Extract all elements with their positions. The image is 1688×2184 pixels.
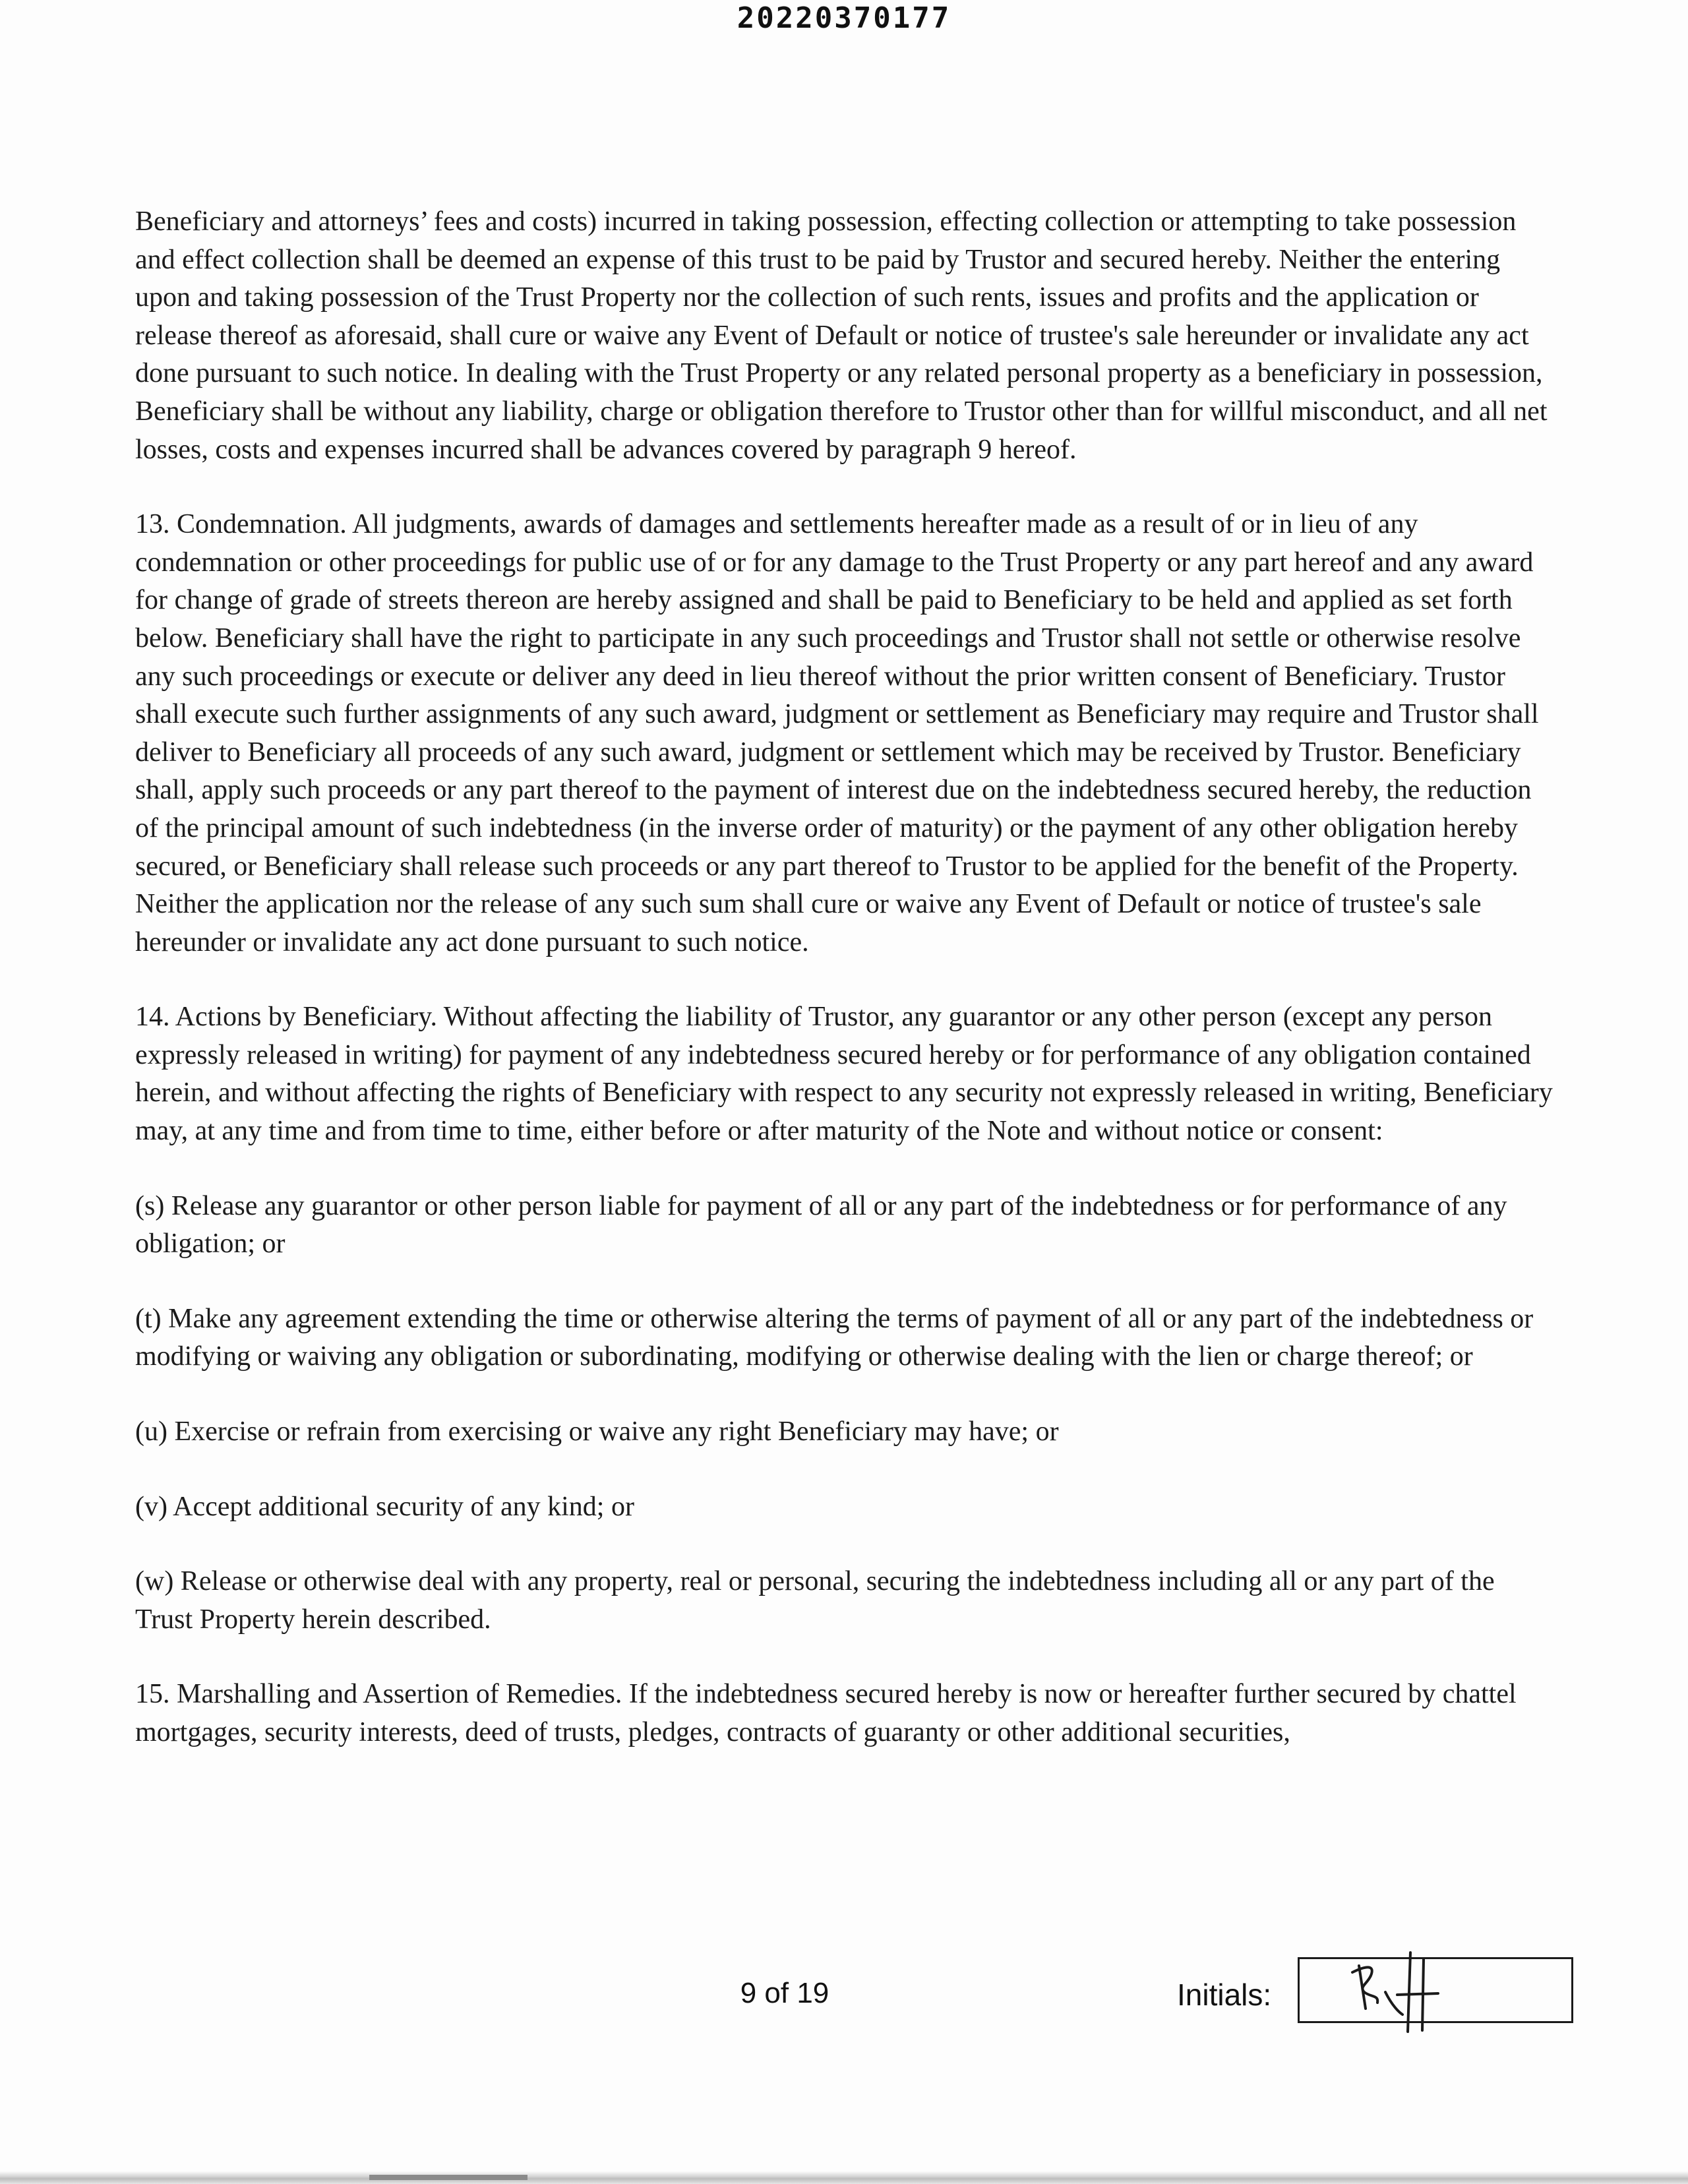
list-item-t: (t) Make any agreement extending the time or otherwise altering the terms of payment of all or any part of the indebtedness or modifying or waiving any obligation or subordinating, modifying or otherwise dealing with the lien or charge thereof; or xyxy=(135,1303,1534,1372)
initials-box xyxy=(1298,1957,1573,2023)
document-body xyxy=(135,203,1553,1789)
document-number: 20220370177 xyxy=(737,1,951,35)
scan-edge-strip xyxy=(0,2171,1688,2184)
list-item-v: (v) Accept additional security of any kind; or xyxy=(135,1491,634,1522)
list-item-u: (u) Exercise or refrain from exercising or waive any right Beneficiary may have; or xyxy=(135,1416,1059,1447)
paragraph-13-condemnation: 13. Condemnation. All judgments, awards of damages and settlements hereafter made as a result of or in lieu of any condemnation or other proceedings for public use of or for any damage to the Trust Property or any part hereof and any award for change of grade of streets thereon are hereby assigned and shall be paid to Beneficiary to be held and applied as set forth below. Beneficiary shall have the right to participate in any such proceedings and Trustor shall not settle or otherwise resolve any such proceedings or execute or deliver any deed in lieu thereof without the prior written consent of Beneficiary. Trustor shall execute such further assignments of any such award, judgment or settlement as Beneficiary may require and Trustor shall deliver to Beneficiary all proceeds of any such award, judgment or settlement which may be received by Trustor. Beneficiary shall, apply such proceeds or any part thereof to the payment of interest due on the indebtedness secured hereby, the reduction of the principal amount of such indebtedness (in the inverse order of maturity) or the payment of any other obligation hereby secured, or Beneficiary shall release such proceeds or any part thereof to Trustor to be applied for the benefit of the Property. Neither the application nor the release of any such sum shall cure or waive any Event of Default or notice of trustee's sale hereunder or invalidate any act done pursuant to such notice. xyxy=(135,509,1539,957)
paragraph-15-marshalling: 15. Marshalling and Assertion of Remedies. If the indebtedness secured hereby is now or hereafter further secured by chattel mortgages, security interests, deed of trusts, pledges, contracts of guaranty or other additional securities, xyxy=(135,1679,1517,1747)
initials-label: Initials: xyxy=(1177,1978,1272,2012)
list-item-w: (w) Release or otherwise deal with any property, real or personal, securing the indebtedness including all or any part of the Trust Property herein described. xyxy=(135,1566,1495,1635)
scan-edge-mark xyxy=(369,2175,528,2180)
paragraph-14-actions-by-beneficiary: 14. Actions by Beneficiary. Without affecting the liability of Trustor, any guarantor or any other person (except any person expressly released in writing) for payment of any indebtedness secured hereby or for performance of any obligation contained herein, and without affecting the rights of Beneficiary with respect to any security not expressly released in writing, Beneficiary may, at any time and from time to time, either before or after maturity of the Note and without notice or consent: xyxy=(135,1002,1553,1147)
page-number: 9 of 19 xyxy=(740,1977,829,2009)
list-item-s: (s) Release any guarantor or other person liable for payment of all or any part of the indebtedness or for performance of any obligation; or xyxy=(135,1190,1507,1259)
paragraph-12-continued: Beneficiary and attorneys’ fees and costs) incurred in taking possession, effecting collection or attempting to take possession and effect collection shall be deemed an expense of this trust to be paid by Trustor and secured hereby. Neither the entering upon and taking possession of the Trust Property nor the collection of such rents, issues and profits and the application or release thereof as aforesaid, shall cure or waive any Event of Default or notice of trustee's sale hereunder or invalidate any act done pursuant to such notice. In dealing with the Trust Property or any related personal property as a beneficiary in possession, Beneficiary shall be without any liability, charge or obligation therefore to Trustor other than for willful misconduct, and all net losses, costs and expenses incurred shall be advances covered by paragraph 9 hereof. xyxy=(135,206,1548,465)
handwritten-initials-signature xyxy=(1339,1946,1458,2038)
